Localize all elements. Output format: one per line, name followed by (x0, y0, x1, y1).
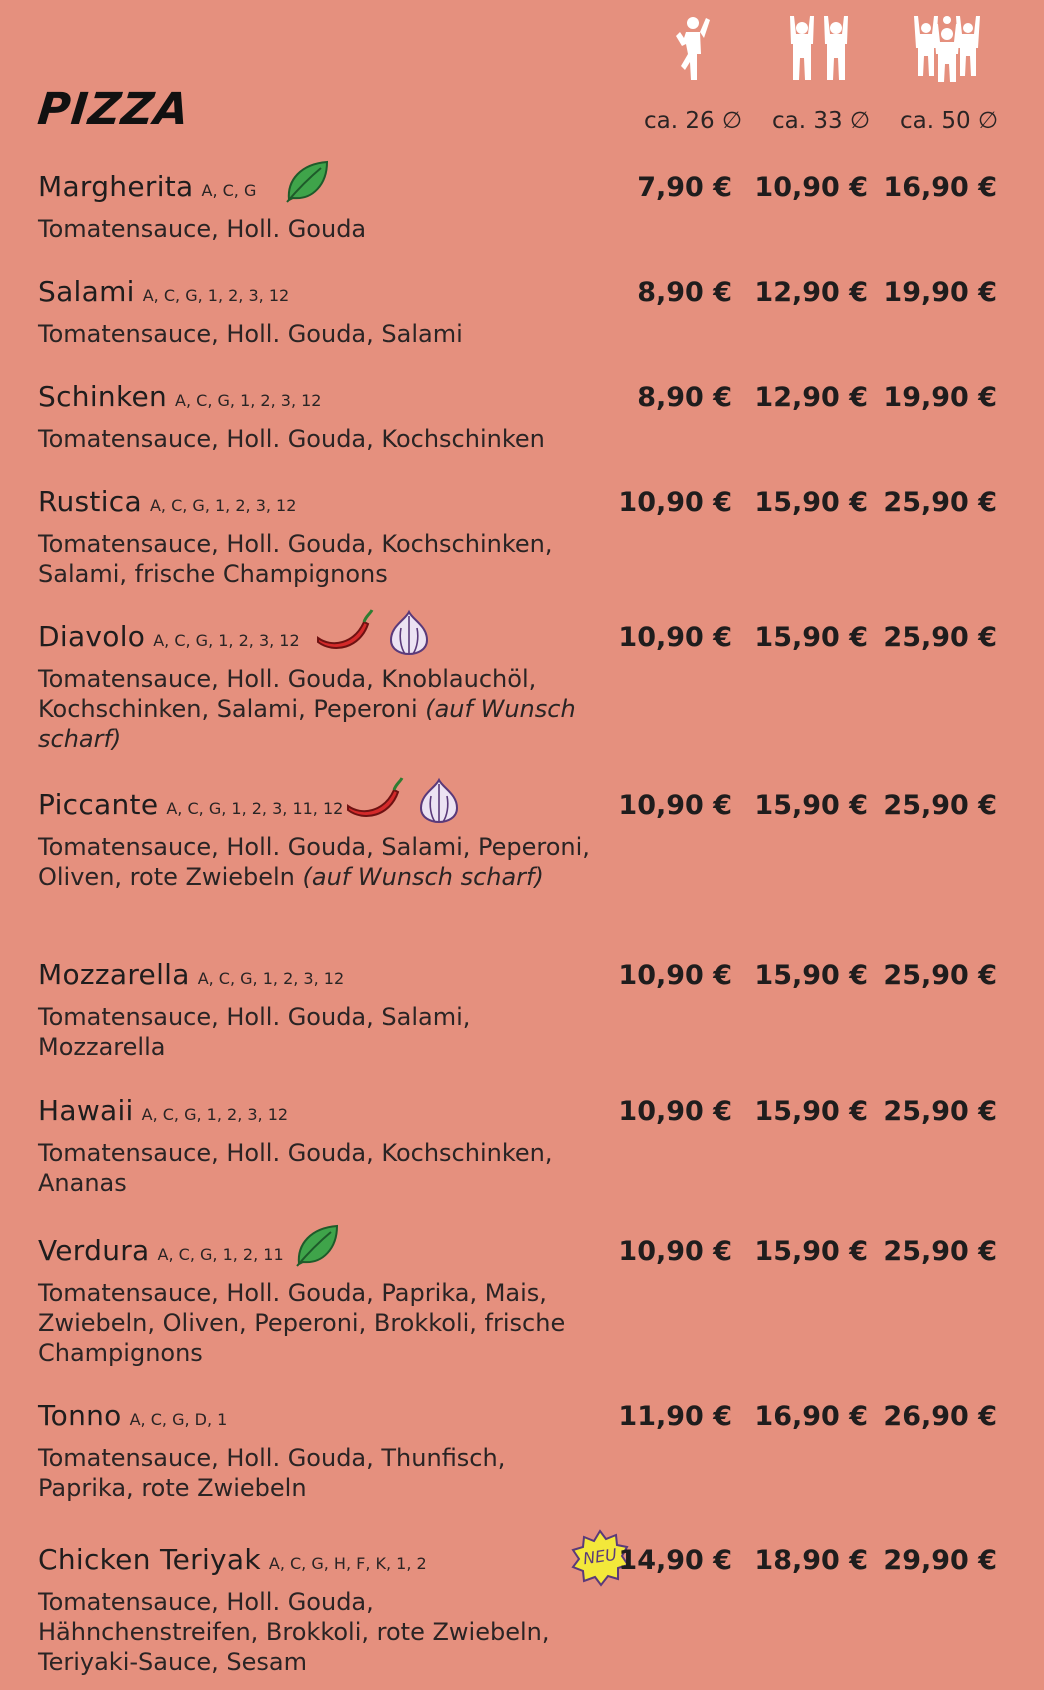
two-persons-icon (784, 14, 854, 84)
item-description (38, 424, 598, 454)
price-large: 25,90 € (883, 1236, 997, 1267)
item-name: Schinken (38, 380, 168, 413)
item-allergens: A, C, G, 1, 2, 3, 12 (153, 631, 300, 650)
item-description-text: Tomatensauce, Holl. Gouda, Kochschinken, Salami, frische Champignons (38, 530, 553, 588)
price-large: 25,90 € (883, 487, 997, 518)
item-description-text: Tomatensauce, Holl. Gouda, Paprika, Mais, Zwiebeln, Oliven, Peperoni, Brokkoli, frische Champignons (38, 1279, 566, 1367)
item-description-text: Tomatensauce, Holl. Gouda, Salami, Mozzarella (38, 1003, 471, 1061)
item-description (38, 832, 598, 892)
price-small: 8,90 € (637, 382, 732, 413)
price-medium: 15,90 € (754, 790, 868, 821)
item-allergens: A, C, G (201, 181, 257, 200)
item-allergens: A, C, G, 1, 2, 3, 11, 12 (166, 799, 344, 818)
item-allergens: A, C, G, 1, 2, 3, 12 (141, 1105, 289, 1124)
item-description-text: Tomatensauce, Holl. Gouda, Salami (38, 320, 463, 348)
price-small: 8,90 € (637, 277, 732, 308)
price-medium: 12,90 € (754, 382, 868, 413)
price-small: 10,90 € (618, 960, 732, 991)
item-description (38, 1002, 598, 1062)
item-description-note: (auf Wunsch scharf) (302, 863, 544, 891)
item-description (38, 1443, 598, 1503)
item-name: Verdura (38, 1234, 150, 1267)
item-allergens: A, C, G, 1, 2, 3, 12 (142, 286, 290, 305)
price-large: 25,90 € (883, 1096, 997, 1127)
item-description-text: Tomatensauce, Holl. Gouda, Kochschinken, Ananas (38, 1139, 553, 1197)
price-small: 10,90 € (618, 790, 732, 821)
one-person-icon (664, 14, 714, 84)
item-name: Tonno (38, 1399, 122, 1432)
item-allergens: A, C, G, 1, 2, 3, 12 (149, 496, 297, 515)
new-badge-text: NEU (581, 1544, 619, 1569)
item-name: Chicken Teriyak (38, 1543, 261, 1576)
price-medium: 15,90 € (754, 622, 868, 653)
item-description-text: Tomatensauce, Holl. Gouda, Knoblauchöl, Kochschinken, Salami, Peperoni (38, 665, 537, 723)
item-title-line (38, 1543, 427, 1576)
item-name: Salami (38, 275, 135, 308)
chili-icon (344, 776, 404, 822)
price-small: 10,90 € (618, 622, 732, 653)
price-medium: 15,90 € (754, 1236, 868, 1267)
price-small: 7,90 € (637, 172, 732, 203)
price-large: 25,90 € (883, 790, 997, 821)
item-allergens: A, C, G, D, 1 (129, 1410, 228, 1429)
price-medium: 15,90 € (754, 1096, 868, 1127)
price-small: 14,90 € (618, 1545, 732, 1576)
item-title-line (38, 1234, 284, 1267)
item-name: Rustica (38, 485, 142, 518)
item-description (38, 1138, 598, 1198)
price-small: 10,90 € (618, 487, 732, 518)
item-title-line (38, 380, 321, 413)
price-medium: 15,90 € (754, 487, 868, 518)
chili-icon (314, 608, 374, 654)
item-description (38, 1278, 598, 1368)
item-description (38, 529, 598, 589)
item-title-line (38, 788, 343, 821)
item-title-line (38, 958, 344, 991)
item-description (38, 1587, 598, 1677)
item-description-text: Tomatensauce, Holl. Gouda, Thunfisch, Paprika, rote Zwiebeln (38, 1444, 506, 1502)
item-description-text: Tomatensauce, Holl. Gouda, Salami, Peperoni, Oliven, rote Zwiebeln (38, 833, 590, 891)
price-large: 19,90 € (883, 382, 997, 413)
price-large: 25,90 € (883, 960, 997, 991)
garlic-icon (387, 608, 431, 656)
item-allergens: A, C, G, 1, 2, 3, 12 (197, 969, 345, 988)
item-description-text: Tomatensauce, Holl. Gouda (38, 215, 367, 243)
price-small: 10,90 € (618, 1236, 732, 1267)
item-title-line (38, 275, 289, 308)
group-persons-icon (912, 14, 982, 84)
size-label-small: ca. 26 ∅ (644, 108, 742, 134)
item-allergens: A, C, G, H, F, K, 1, 2 (268, 1554, 427, 1573)
item-description (38, 214, 598, 244)
price-medium: 15,90 € (754, 960, 868, 991)
item-name: Mozzarella (38, 958, 190, 991)
item-name: Margherita (38, 170, 194, 203)
item-name: Diavolo (38, 620, 146, 653)
leaf-icon (283, 158, 331, 204)
price-medium: 16,90 € (754, 1401, 868, 1432)
item-title-line (38, 620, 300, 653)
price-large: 16,90 € (883, 172, 997, 203)
item-title-line (38, 485, 296, 518)
price-medium: 18,90 € (754, 1545, 868, 1576)
garlic-icon (417, 776, 461, 824)
price-large: 19,90 € (883, 277, 997, 308)
item-allergens: A, C, G, 1, 2, 3, 12 (175, 391, 322, 410)
price-large: 26,90 € (883, 1401, 997, 1432)
item-description-text: Tomatensauce, Holl. Gouda, Hähnchenstreifen, Brokkoli, rote Zwiebeln, Teriyaki-Sauce, Sesam (38, 1588, 550, 1676)
item-name: Piccante (38, 788, 159, 821)
leaf-icon (293, 1222, 341, 1268)
item-title-line (38, 1094, 288, 1127)
size-label-medium: ca. 33 ∅ (772, 108, 870, 134)
item-name: Hawaii (38, 1094, 134, 1127)
price-small: 11,90 € (618, 1401, 732, 1432)
price-medium: 12,90 € (754, 277, 868, 308)
price-small: 10,90 € (618, 1096, 732, 1127)
item-description (38, 664, 598, 754)
item-description-text: Tomatensauce, Holl. Gouda, Kochschinken (38, 425, 545, 453)
price-large: 25,90 € (883, 622, 997, 653)
price-large: 29,90 € (883, 1545, 997, 1576)
item-title-line (38, 1399, 227, 1432)
section-title: PIZZA (35, 84, 193, 135)
item-description-note: (auf Wunsch scharf) (38, 695, 576, 753)
item-allergens: A, C, G, 1, 2, 11 (157, 1245, 284, 1264)
item-description (38, 319, 598, 349)
item-title-line (38, 170, 256, 203)
price-medium: 10,90 € (754, 172, 868, 203)
size-label-large: ca. 50 ∅ (900, 108, 998, 134)
